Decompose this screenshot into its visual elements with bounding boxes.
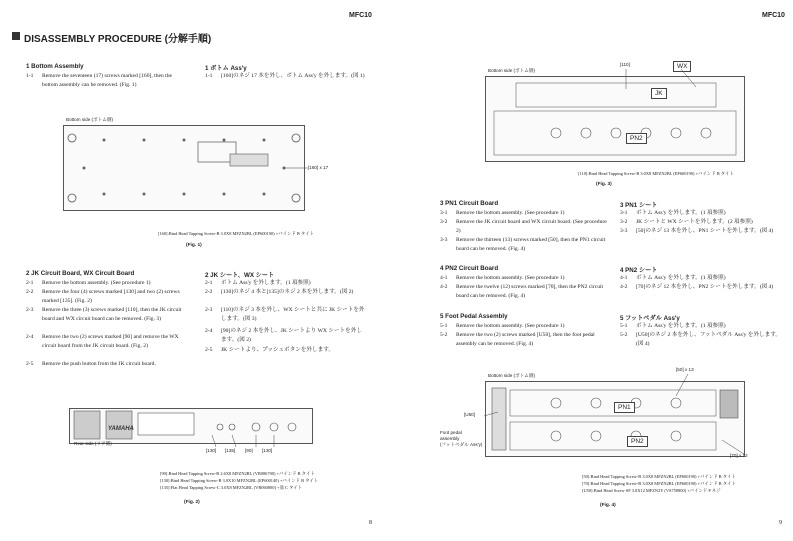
fig2-caption-135: [135]:Flat Head Tapping Screw-C 3.0X8 MFZN2BL (VR060800) +皿 C タイト bbox=[160, 485, 303, 490]
step-text: ボトム Ass'y を外します。(1 項参照) bbox=[636, 275, 726, 281]
step-number: 2-1 bbox=[26, 280, 34, 286]
screw-hole bbox=[292, 134, 300, 142]
step-number: 3-1 bbox=[620, 210, 628, 216]
footswitch bbox=[106, 411, 132, 439]
page-number-right: 9 bbox=[779, 520, 782, 526]
step-text: Remove the twelve (12) screws marked [70], then the PN2 circuit board can be removed. (Fig. 4) bbox=[456, 284, 604, 299]
step-number: 2-4 bbox=[26, 334, 34, 340]
switch bbox=[671, 128, 681, 138]
fig3-caption: [110]:Bind Head Tapping Screw-B 3.0X8 MFZN2BL (EP600190) +バインド B タイト bbox=[578, 171, 734, 176]
fig4-callout-50: [50] x 13 bbox=[676, 367, 694, 372]
screw bbox=[223, 193, 226, 196]
step-number: 5-2 bbox=[440, 332, 448, 338]
step-number: 3-2 bbox=[440, 219, 448, 225]
step-1-1-en bbox=[26, 72, 188, 89]
section-1-title-jp: 1 ボトム Ass'y bbox=[205, 65, 247, 72]
screw bbox=[183, 193, 186, 196]
fig3-pn2-label: PN2 bbox=[626, 133, 647, 144]
fig4-callout-u50: [U50] bbox=[464, 412, 475, 417]
step-text: JK シートより、プッシュボタンを外します。 bbox=[221, 347, 334, 353]
fig1-callout-160: [160] x 17 bbox=[308, 165, 329, 170]
page-number-left: 8 bbox=[369, 520, 372, 526]
step-2-2-en bbox=[26, 288, 186, 305]
fig3-wx-label: WX bbox=[673, 61, 691, 72]
step-number: 2-5 bbox=[205, 347, 213, 353]
yamaha-logo: YAMAHA bbox=[108, 426, 134, 432]
model-name-right: MFC10 bbox=[762, 12, 785, 19]
screw bbox=[103, 139, 106, 142]
step-4-1-jp bbox=[620, 274, 782, 283]
pn2-board bbox=[494, 111, 736, 155]
footswitch bbox=[74, 411, 100, 439]
step-text: JK シートと WX シートを外します。(2 項参照) bbox=[636, 219, 753, 225]
step-text: Remove the four (4) screws marked [130] and two (2) screws marked [135]. (Fig. 2) bbox=[42, 289, 180, 304]
callout-line bbox=[232, 435, 236, 447]
step-text: Remove the three (3) screws marked [110], then the JK circuit board and WX circuit board can be removed. (Fig. 3) bbox=[42, 307, 182, 322]
step-number: 2-1 bbox=[205, 280, 213, 286]
fig2-rear-panel-drawing bbox=[69, 408, 313, 444]
fig2-callout-130: [130] bbox=[206, 448, 217, 453]
fig3-drawing-svg bbox=[486, 77, 744, 161]
step-2-3-jp bbox=[205, 306, 365, 323]
fig4-pn2-label: PN2 bbox=[627, 436, 648, 447]
pn2-board bbox=[510, 422, 716, 450]
section-3-title-jp: 3 PN1 シート bbox=[620, 202, 658, 209]
fig4-pn1-label: PN1 bbox=[614, 402, 635, 413]
switch bbox=[581, 128, 591, 138]
fig4-caption-u50: [U50]:Bind Head Screw SF 3.0X12 MFZN2Y (VS758800) +バインド P ネジ bbox=[582, 488, 721, 493]
step-number: 2-2 bbox=[26, 289, 34, 295]
step-number: 2-5 bbox=[26, 361, 34, 367]
step-number: 4-2 bbox=[440, 284, 448, 290]
model-name-left: MFC10 bbox=[349, 12, 372, 19]
switch bbox=[671, 398, 681, 408]
step-number: 3-1 bbox=[440, 210, 448, 216]
screw bbox=[183, 139, 186, 142]
step-text: Remove the JK circuit board and WX circuit board. (See procedure 2) bbox=[456, 219, 607, 234]
screw-hole bbox=[68, 134, 76, 142]
step-text: ボトム Ass'y を外します。(1 項参照) bbox=[221, 280, 311, 286]
screw-hole bbox=[68, 194, 76, 202]
step-text: [U50]のネジ 2 本を外し、フットペダル Ass'y を外します。(図 4) bbox=[636, 332, 781, 347]
step-text: Remove the seventeen (17) screws marked [160], then the bottom assembly can be removed. (Fig. 1) bbox=[42, 73, 173, 88]
step-4-2-en bbox=[440, 283, 608, 300]
screw bbox=[263, 139, 266, 142]
section-2-title-en: 2 JK Circuit Board, WX Circuit Board bbox=[26, 270, 135, 277]
step-2-4-en bbox=[26, 333, 186, 350]
step-number: 4-1 bbox=[440, 275, 448, 281]
section-1-title-en: 1 Bottom Assembly bbox=[26, 63, 84, 70]
screw bbox=[223, 139, 226, 142]
step-2-1-jp bbox=[205, 279, 365, 288]
step-number: 2-3 bbox=[26, 307, 34, 313]
step-5-1-en bbox=[440, 322, 608, 331]
step-5-1-jp bbox=[620, 322, 782, 331]
rear-panel bbox=[138, 413, 194, 435]
step-5-2-en bbox=[440, 331, 608, 348]
switch bbox=[611, 128, 621, 138]
step-1-1-jp bbox=[205, 72, 365, 81]
foot-pedal-label-line: assembly bbox=[440, 436, 460, 441]
step-5-2-jp bbox=[620, 331, 782, 348]
switch bbox=[551, 431, 561, 441]
fig4-caption-70: [70]:Bind Head Tapping Screw-B 3.0X8 MFZN2BL (EP600190) +バインド B タイト bbox=[582, 481, 736, 486]
section-3-title-en: 3 PN1 Circuit Board bbox=[440, 200, 499, 207]
step-text: [110]のネジ 3 本を外し、WX シートと共に JK シートを外します。(図 3) bbox=[221, 307, 365, 322]
step-3-3-jp bbox=[620, 227, 782, 236]
step-3-1-en bbox=[440, 209, 608, 218]
jack bbox=[229, 424, 235, 430]
step-text: Remove the two (2) screws marked [U50], then the foot pedal assembly can be removed. (Fig. 4) bbox=[456, 332, 595, 347]
fig4-caption-50: [50]:Bind Head Tapping Screw-B 3.0X8 MFZN2BL (EP600190) +バインド B タイト bbox=[582, 474, 736, 479]
pn1-board bbox=[510, 390, 716, 416]
section-2-title-jp: 2 JK シート、WX シート bbox=[205, 272, 275, 279]
fig1-bottom-assembly-drawing bbox=[63, 125, 305, 211]
step-text: Remove the bottom assembly. (See procedure 1) bbox=[42, 280, 151, 286]
step-number: 3-3 bbox=[620, 228, 628, 234]
step-number: 2-4 bbox=[205, 328, 213, 334]
screw bbox=[83, 167, 86, 170]
jack bbox=[288, 423, 296, 431]
section-4-title-en: 4 PN2 Circuit Board bbox=[440, 265, 499, 272]
step-text: [160]のネジ 17 本を外し、ボトム Ass'y を外します。(図 1) bbox=[221, 73, 365, 79]
fig2-caption-90: [90]:Bind Head Tapping Screw-B 2.6X8 MFZN2BL (VB086700) +バインド B タイト bbox=[160, 471, 315, 476]
screw bbox=[103, 193, 106, 196]
step-text: [130]のネジ 4 本と[135]のネジ 2 本を外します。(図 2) bbox=[221, 289, 354, 295]
switch bbox=[671, 431, 681, 441]
switch bbox=[591, 398, 601, 408]
screw bbox=[143, 139, 146, 142]
step-text: ボトム Ass'y を外します。(1 項参照) bbox=[636, 210, 726, 216]
callout-line bbox=[212, 435, 216, 447]
section-5-title-en: 5 Foot Pedal Assembly bbox=[440, 313, 508, 320]
step-3-2-en bbox=[440, 218, 608, 235]
step-number: 4-1 bbox=[620, 275, 628, 281]
section-5-title-jp: 5 フットペダル Ass'y bbox=[620, 315, 680, 322]
step-4-1-en bbox=[440, 274, 608, 283]
jk-board bbox=[516, 83, 716, 107]
jack-block bbox=[720, 390, 738, 418]
step-2-5-jp bbox=[205, 346, 365, 355]
fig3-jk-label: JK bbox=[651, 88, 667, 99]
fig4-callout-70: [70] x 12 bbox=[730, 453, 748, 458]
fig4-foot-pedal-label bbox=[440, 430, 482, 448]
step-3-3-en bbox=[440, 236, 608, 253]
screw bbox=[263, 193, 266, 196]
page-title: DISASSEMBLY PROCEDURE (分解手順) bbox=[24, 34, 212, 45]
step-2-3-en bbox=[26, 306, 186, 323]
step-2-2-jp bbox=[205, 288, 365, 297]
step-number: 5-1 bbox=[620, 323, 628, 329]
fig1-caption: [160]:Bind Head Tapping Screw-B 3.0X8 MFZN2BL (EP600190) +バインド B タイト bbox=[158, 231, 314, 236]
step-number: 1-1 bbox=[205, 73, 213, 79]
callout-line bbox=[722, 440, 744, 454]
fig2-caption-130: [130]:Bind Head Tapping Screw-B 3.0X10 MFZN2BL (EP600140) +バインド B タイト bbox=[160, 478, 319, 483]
foot-pedal-label-line: Foot pedal bbox=[440, 430, 462, 435]
fig2-callout-90: [90] bbox=[245, 448, 253, 453]
step-2-1-en bbox=[26, 279, 186, 288]
jack bbox=[270, 423, 278, 431]
step-2-4-jp bbox=[205, 327, 365, 344]
step-3-1-jp bbox=[620, 209, 782, 218]
fig4-label: (Fig. 4) bbox=[600, 503, 616, 508]
switch bbox=[701, 128, 711, 138]
step-number: 2-3 bbox=[205, 307, 213, 313]
fig2-rear-side-label: Rear side (リア側) bbox=[74, 441, 112, 446]
fig2-callout-135: [135] bbox=[225, 448, 236, 453]
fig3-label: (Fig. 3) bbox=[596, 182, 612, 187]
step-text: Remove the push button from the JK circuit board. bbox=[42, 361, 156, 367]
step-text: [70]のネジ 12 本を外し、PN2 シートを外します。(図 4) bbox=[636, 284, 774, 290]
jack bbox=[252, 423, 260, 431]
step-2-5-en bbox=[26, 360, 186, 369]
label-sticker bbox=[230, 154, 268, 166]
fig2-drawing-svg bbox=[70, 409, 312, 443]
step-3-2-jp bbox=[620, 218, 782, 227]
step-text: Remove the bottom assembly. (See procedure 1) bbox=[456, 323, 565, 329]
step-text: Remove the two (2) screws marked [90] and remove the WX circuit board from the JK circuit board. (Fig. 2) bbox=[42, 334, 179, 349]
jack bbox=[217, 424, 223, 430]
step-text: ボトム Ass'y を外します。(1 項参照) bbox=[636, 323, 726, 329]
step-number: 3-3 bbox=[440, 237, 448, 243]
fig3-bottom-drawing bbox=[485, 76, 745, 162]
foot-pedal-assembly bbox=[492, 388, 506, 450]
switch bbox=[591, 431, 601, 441]
switch bbox=[551, 398, 561, 408]
step-text: [50]のネジ 13 本を外し、PN1 シートを外します。(図 4) bbox=[636, 228, 774, 234]
step-text: Remove the thirteen (13) screws marked [50], then the PN1 circuit board can be removed. (Fig. 4) bbox=[456, 237, 606, 252]
fig4-bottom-side-label: Bottom side (ボトム側) bbox=[488, 373, 535, 378]
fig3-callout-110: [110] bbox=[620, 62, 630, 67]
step-text: [90]のネジ 2 本を外し、JK シートより WX シートを外します。(図 2) bbox=[221, 328, 362, 343]
step-number: 5-2 bbox=[620, 332, 628, 338]
step-text: Remove the bottom assembly. (See procedure 1) bbox=[456, 210, 565, 216]
fig2-label: (Fig. 2) bbox=[184, 500, 200, 505]
screw-hole bbox=[292, 194, 300, 202]
fig1-label: (Fig. 1) bbox=[186, 243, 202, 248]
switch bbox=[551, 128, 561, 138]
fig4-bottom-drawing bbox=[485, 381, 745, 457]
title-square-icon bbox=[12, 32, 20, 40]
fig3-bottom-side-label: Bottom side (ボトム側) bbox=[488, 68, 535, 73]
callout-line bbox=[676, 374, 688, 396]
step-number: 5-1 bbox=[440, 323, 448, 329]
fig1-drawing-svg bbox=[64, 126, 304, 210]
fig1-bottom-side-label: Bottom side (ボトム側) bbox=[66, 117, 113, 122]
foot-pedal-label-line: (フットペダル Ass'y) bbox=[440, 442, 483, 447]
step-number: 1-1 bbox=[26, 73, 34, 79]
step-number: 4-2 bbox=[620, 284, 628, 290]
step-text: Remove the bottom assembly. (See procedure 1) bbox=[456, 275, 565, 281]
step-number: 2-2 bbox=[205, 289, 213, 295]
fig2-callout-130b: [130] bbox=[262, 448, 273, 453]
fig4-drawing-svg bbox=[486, 382, 744, 456]
step-4-2-jp bbox=[620, 283, 782, 292]
screw bbox=[143, 193, 146, 196]
step-number: 3-2 bbox=[620, 219, 628, 225]
section-4-title-jp: 4 PN2 シート bbox=[620, 267, 658, 274]
